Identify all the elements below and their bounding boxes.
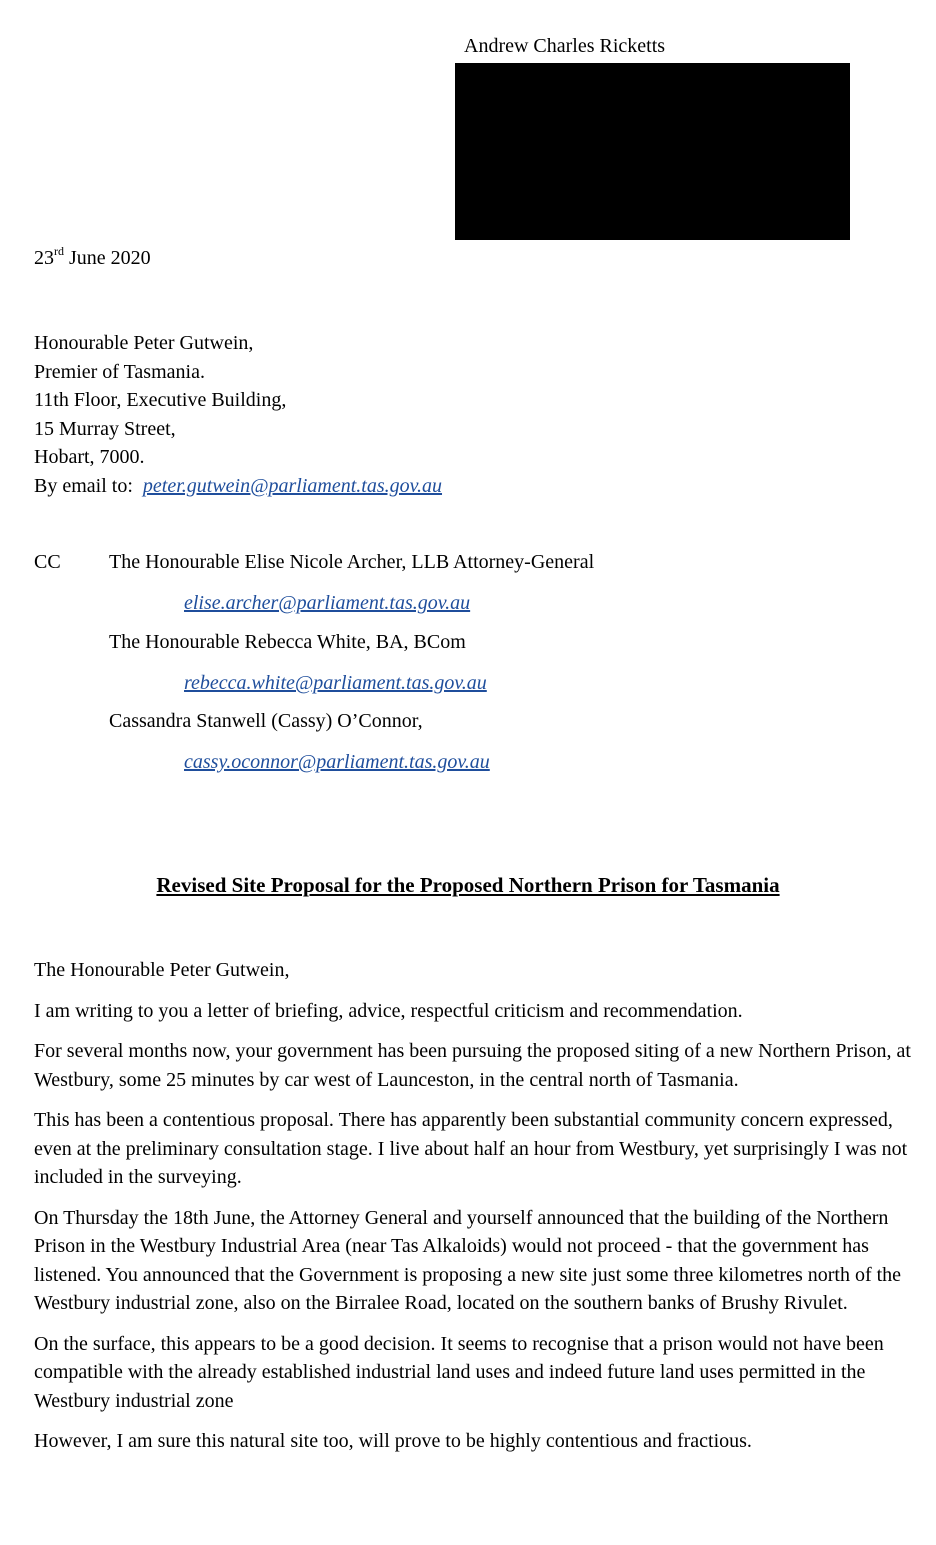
body-paragraph: On the surface, this appears to be a good decision. It seems to recognise that a prison would not have been compatible with the already established industrial land uses and indeed future land uses permitted in the Westbury industrial zone [34,1332,884,1412]
cc-label: CC [34,551,61,573]
title-text: Revised Site Proposal for the Proposed Northern Prison for Tasmania [156,873,780,897]
salutation: The Honourable Peter Gutwein, [34,959,290,981]
body-paragraph: I am writing to you a letter of briefing, advice, respectful criticism and recommendation. [34,999,743,1022]
cc-email-link[interactable]: elise.archer@parliament.tas.gov.au [184,592,471,614]
address-line: 11th Floor, Executive Building, [34,389,287,411]
address-line: 15 Murray Street, [34,417,176,440]
address-line: Hobart, 7000. [34,446,145,468]
body-paragraph: On Thursday the 18th June, the Attorney General and yourself announced that the building of the Northern Prison in the Westbury Industrial Area (near Tas Alkaloids) would not proceed - that the government has listened. You announced that the Government is proposing a new site just some three kilometres north of the Westbury industrial zone, also on the Birralee Road, located on the southern banks of Brushy Rivulet. [34,1206,902,1314]
body-paragraph: This has been a contentious proposal. There has apparently been substantial community concern expressed, even at the preliminary consultation stage. I live about half an hour from Westbury, yet surprisingly I was not included in the surveying. [34,1109,908,1188]
recipient-email-line [34,472,634,501]
letter-date [34,244,151,270]
body-paragraph: For several months now, your government has been pursuing the proposed siting of a new Northern Prison, at Westbury, some 25 minutes by car west of Launceston, in the central north of Tasmania. [34,1040,911,1091]
date-rest: June 2020 [64,247,151,269]
recipient-address [34,329,634,500]
cc-name: The Honourable Elise Nicole Archer, LLB Attorney-General [109,551,595,573]
date-day: 23 [34,247,54,269]
address-line: Honourable Peter Gutwein, [34,332,254,354]
address-line: Premier of Tasmania. [34,360,205,383]
cc-email-link[interactable]: cassy.oconnor@parliament.tas.gov.au [184,751,490,773]
date-suffix: rd [54,244,64,258]
cc-name: Cassandra Stanwell (Cassy) O’Connor, [109,710,423,732]
recipient-email-link[interactable]: peter.gutwein@parliament.tas.gov.au [142,474,443,497]
email-prefix: By email to: [34,474,143,497]
cc-name: The Honourable Rebecca White, BA, BCom [109,631,466,653]
cc-email-link[interactable]: rebecca.white@parliament.tas.gov.au [184,672,487,694]
redacted-address-block [455,63,850,240]
sender-name: Andrew Charles Ricketts [464,35,666,57]
letter-title [0,873,936,898]
body-paragraph: However, I am sure this natural site too, will prove to be highly contentious and fractious. [34,1430,752,1452]
letter-body [34,956,919,1468]
